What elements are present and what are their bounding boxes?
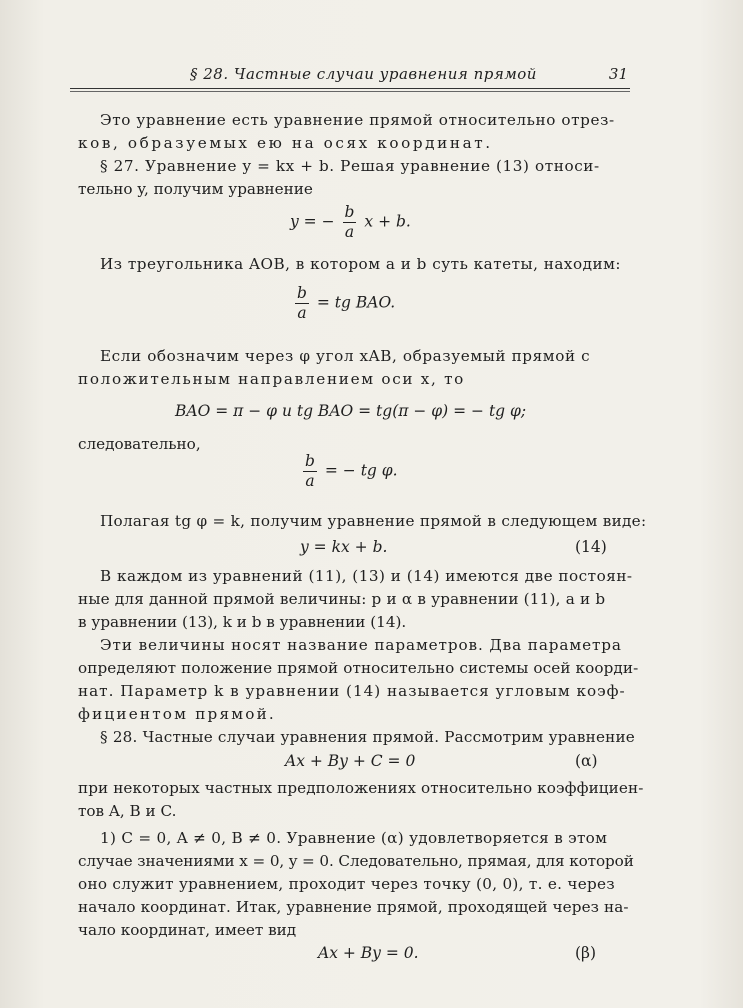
- equation-2: [292, 284, 395, 323]
- text-line: фициентом прямой.: [78, 705, 276, 723]
- eq1-den: a: [344, 223, 355, 241]
- eq4-den: a: [305, 472, 315, 490]
- header-title: § 28. Частные случаи уравнения прямой: [190, 65, 537, 83]
- eq2-rhs: = tg BAO.: [316, 293, 396, 312]
- text-line: Из треугольника AOB, в котором a и b суть катеты, находим:: [100, 255, 622, 273]
- text-line: оно служит уравнением, проходит через точку (0, 0), т. е. через: [78, 875, 615, 893]
- text-line: нат. Параметр k в уравнении (14) называется угловым коэф-: [78, 682, 626, 700]
- text-line: Полагая tg φ = k, получим уравнение прямой в следующем виде:: [100, 512, 647, 530]
- text-line: Если обозначим через φ угол xAB, образуемый прямой с: [100, 347, 591, 365]
- header-rule: [70, 88, 630, 89]
- text-line: В каждом из уравнений (11), (13) и (14) имеются две постоян-: [100, 567, 633, 585]
- text-line: чало координат, имеет вид: [78, 921, 297, 939]
- equation-alpha: Ax + By + C = 0: [285, 752, 416, 770]
- equation-beta: Ax + By = 0.: [318, 944, 419, 962]
- text-line: Эти величины носят название параметров. Два параметра: [100, 636, 622, 654]
- equation-beta-tag: (β): [575, 944, 597, 962]
- equation-3: BAO = π − φ и tg BAO = tg(π − φ) = − tg φ;: [175, 402, 527, 420]
- text-line: 1) C = 0, A ≠ 0, B ≠ 0. Уравнение (α) удовлетворяется в этом: [100, 829, 608, 847]
- text-line: случае значениями x = 0, y = 0. Следовательно, прямая, для которой: [78, 852, 634, 870]
- text-line: следовательно,: [78, 435, 201, 453]
- equation-14: y = kx + b.: [300, 538, 388, 556]
- eq2-num: b: [297, 284, 307, 302]
- eq2-fraction: [295, 284, 309, 323]
- eq4-num: b: [305, 452, 315, 470]
- text-line: ков, образуемых ею на осях координат.: [78, 134, 493, 152]
- page-number: 31: [608, 65, 628, 83]
- eq4-rhs: = − tg φ.: [324, 461, 398, 480]
- text-line: Это уравнение есть уравнение прямой относительно отрез-: [100, 111, 615, 129]
- eq1-lhs: y = −: [290, 212, 335, 231]
- equation-1: [290, 203, 411, 242]
- section-28-heading: § 28. Частные случаи уравнения прямой. Рассмотрим уравнение: [100, 728, 635, 746]
- running-header: [70, 63, 628, 85]
- text-line: начало координат. Итак, уравнение прямой, проходящей через на-: [78, 898, 629, 916]
- section-27-heading: § 27. Уравнение y = kx + b. Решая уравнение (13) относи-: [100, 157, 600, 175]
- equation-4: [300, 452, 398, 491]
- eq1-num: b: [344, 203, 355, 221]
- equation-alpha-tag: (α): [575, 752, 598, 770]
- text-line: ные для данной прямой величины: p и α в уравнении (11), a и b: [78, 590, 606, 608]
- text-line: в уравнении (13), k и b в уравнении (14).: [78, 613, 407, 631]
- eq2-den: a: [297, 304, 307, 322]
- text-line: тов A, B и C.: [78, 802, 177, 820]
- eq1-fraction: [343, 203, 357, 242]
- text-line: при некоторых частных предположениях относительно коэффициен-: [78, 779, 644, 797]
- text-line: тельно y, получим уравнение: [78, 180, 313, 198]
- text-line: положительным направлением оси x, то: [78, 370, 466, 388]
- text-line: определяют положение прямой относительно системы осей коорди-: [78, 659, 639, 677]
- eq4-fraction: [303, 452, 317, 491]
- header-rule-thin: [70, 91, 630, 92]
- equation-14-tag: (14): [575, 538, 607, 556]
- eq1-rhs: x + b.: [364, 212, 411, 231]
